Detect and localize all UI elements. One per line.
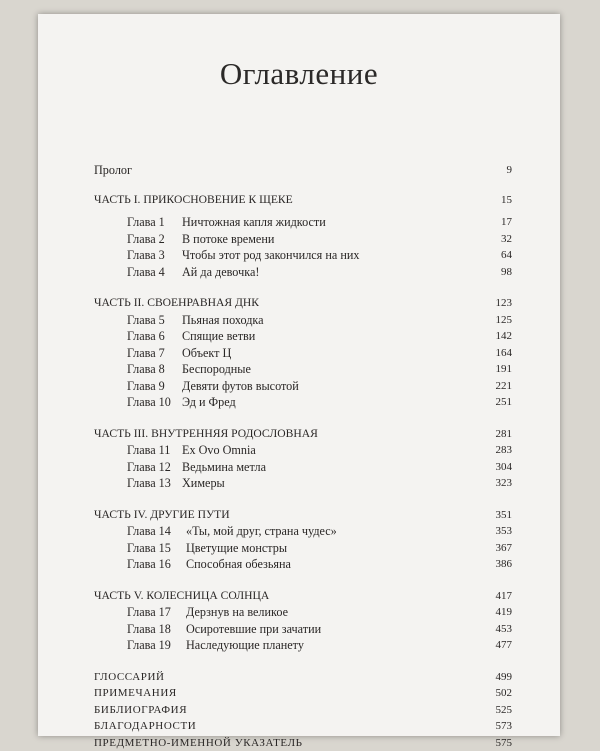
toc-chapter (94, 540, 512, 557)
chapter-label: Глава 16 (127, 556, 171, 573)
page-title: Оглавление (38, 56, 560, 92)
chapter-title: Ведьмина метла (182, 459, 266, 476)
toc-back-matter-entry (94, 669, 512, 686)
toc-chapter (94, 361, 512, 378)
toc-part-5 (94, 588, 512, 605)
chapter-title: Химеры (182, 475, 225, 492)
chapter-title: Девяти футов высотой (182, 378, 299, 395)
toc-chapter (94, 378, 512, 395)
part-page: 417 (496, 588, 513, 605)
chapter-label: Глава 5 (127, 312, 165, 329)
chapter-label: Глава 15 (127, 540, 171, 557)
entry-title: БЛАГОДАРНОСТИ (94, 718, 196, 735)
entry-title: ПРИМЕЧАНИЯ (94, 685, 177, 702)
part-title: ЧАСТЬ I. ПРИКОСНОВЕНИЕ К ЩЕКЕ (94, 192, 293, 209)
toc-chapter (94, 459, 512, 476)
chapter-label: Глава 18 (127, 621, 171, 638)
toc-chapter (94, 523, 512, 540)
chapter-title: Цветущие монстры (186, 540, 287, 557)
entry-title: Пролог (94, 162, 132, 179)
toc-chapter (94, 442, 512, 459)
entry-page: 9 (507, 162, 513, 179)
chapter-page: 477 (496, 637, 513, 654)
entry-page: 525 (496, 702, 513, 719)
toc-back-matter-entry (94, 702, 512, 719)
chapter-title: Дерзнув на великое (186, 604, 288, 621)
chapter-page: 142 (496, 328, 513, 345)
chapter-label: Глава 17 (127, 604, 171, 621)
chapter-title: Пьяная походка (182, 312, 264, 329)
entry-title: БИБЛИОГРАФИЯ (94, 702, 187, 719)
toc-back-matter-entry (94, 718, 512, 735)
part-title: ЧАСТЬ V. КОЛЕСНИЦА СОЛНЦА (94, 588, 269, 605)
toc-chapter (94, 328, 512, 345)
entry-title: ГЛОССАРИЙ (94, 669, 165, 686)
toc-chapter (94, 556, 512, 573)
toc-chapter (94, 475, 512, 492)
toc-chapter (94, 345, 512, 362)
chapter-label: Глава 13 (127, 475, 171, 492)
toc-chapter (94, 604, 512, 621)
chapter-page: 419 (496, 604, 513, 621)
chapter-page: 164 (496, 345, 513, 362)
chapter-page: 283 (496, 442, 513, 459)
table-of-contents (94, 162, 512, 751)
chapter-page: 453 (496, 621, 513, 638)
part-title: ЧАСТЬ IV. ДРУГИЕ ПУТИ (94, 507, 230, 524)
chapter-title: Ай да девочка! (182, 264, 259, 281)
chapter-page: 191 (496, 361, 513, 378)
chapter-page: 323 (496, 475, 513, 492)
entry-page: 502 (496, 685, 513, 702)
toc-chapter (94, 247, 512, 264)
chapter-label: Глава 9 (127, 378, 165, 395)
chapter-label: Глава 2 (127, 231, 165, 248)
chapter-title: Осиротевшие при зачатии (186, 621, 321, 638)
chapter-page: 17 (501, 214, 512, 231)
chapter-title: Ничтожная капля жидкости (182, 214, 326, 231)
toc-chapter (94, 264, 512, 281)
chapter-label: Глава 12 (127, 459, 171, 476)
chapter-title: Объект Ц (182, 345, 231, 362)
chapter-page: 353 (496, 523, 513, 540)
entry-page: 499 (496, 669, 513, 686)
chapter-label: Глава 3 (127, 247, 165, 264)
toc-entry-prolog (94, 162, 512, 179)
chapter-page: 386 (496, 556, 513, 573)
chapter-label: Глава 10 (127, 394, 171, 411)
part-page: 351 (496, 507, 513, 524)
chapter-page: 221 (496, 378, 513, 395)
chapter-label: Глава 19 (127, 637, 171, 654)
chapter-label: Глава 14 (127, 523, 171, 540)
toc-chapter (94, 231, 512, 248)
toc-chapter (94, 394, 512, 411)
chapter-title: Способная обезьяна (186, 556, 291, 573)
toc-back-matter-entry (94, 735, 512, 751)
toc-chapter (94, 312, 512, 329)
toc-chapter (94, 621, 512, 638)
toc-part-2 (94, 295, 512, 312)
part-page: 281 (496, 426, 513, 443)
chapter-title: Ex Ovo Omnia (182, 442, 256, 459)
chapter-page: 304 (496, 459, 513, 476)
chapter-page: 367 (496, 540, 513, 557)
chapter-page: 98 (501, 264, 512, 281)
part-title: ЧАСТЬ II. СВОЕНРАВНАЯ ДНК (94, 295, 259, 312)
chapter-title: Наследующие планету (186, 637, 304, 654)
chapter-label: Глава 8 (127, 361, 165, 378)
chapter-title: Эд и Фред (182, 394, 236, 411)
part-page: 15 (501, 192, 512, 209)
chapter-title: Чтобы этот род закончился на них (182, 247, 359, 264)
toc-chapter (94, 214, 512, 231)
toc-chapter (94, 637, 512, 654)
part-title: ЧАСТЬ III. ВНУТРЕННЯЯ РОДОСЛОВНАЯ (94, 426, 318, 443)
chapter-title: Беспородные (182, 361, 251, 378)
book-page (38, 14, 560, 736)
chapter-title: В потоке времени (182, 231, 274, 248)
chapter-label: Глава 7 (127, 345, 165, 362)
part-page: 123 (496, 295, 513, 312)
entry-page: 575 (496, 735, 513, 751)
chapter-page: 251 (496, 394, 513, 411)
entry-page: 573 (496, 718, 513, 735)
chapter-page: 64 (501, 247, 512, 264)
chapter-title: «Ты, мой друг, страна чудес» (186, 523, 337, 540)
chapter-label: Глава 11 (127, 442, 170, 459)
chapter-page: 32 (501, 231, 512, 248)
toc-part-1 (94, 192, 512, 209)
entry-title: ПРЕДМЕТНО-ИМЕННОЙ УКАЗАТЕЛЬ (94, 735, 303, 751)
chapter-label: Глава 4 (127, 264, 165, 281)
chapter-title: Спящие ветви (182, 328, 255, 345)
chapter-label: Глава 1 (127, 214, 165, 231)
chapter-label: Глава 6 (127, 328, 165, 345)
toc-back-matter-entry (94, 685, 512, 702)
toc-part-4 (94, 507, 512, 524)
toc-part-3 (94, 426, 512, 443)
chapter-page: 125 (496, 312, 513, 329)
